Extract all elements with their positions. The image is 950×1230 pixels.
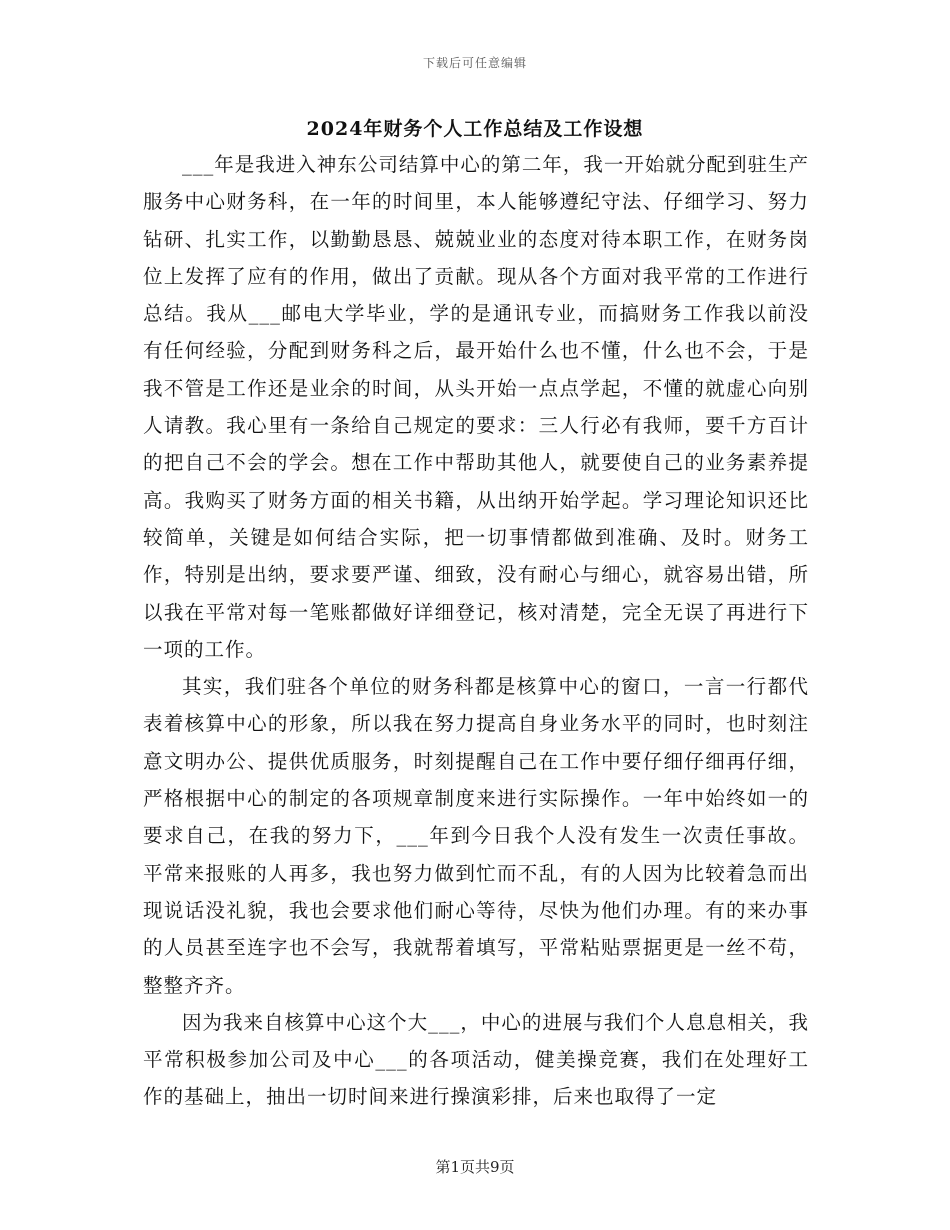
page-number: 第1页共9页 [435,1158,515,1176]
paragraph-1: ___年是我进入神东公司结算中心的第二年，我一开始就分配到驻生产服务中心财务科，在一年的时间里，本人能够遵纪守法、仔细学习、努力钻研、扎实工作，以勤勤恳恳、兢兢业业的态度对待本职工作，在财务岗位上发挥了应有的作用，做出了贡献。现从各个方面对我平常的工作进行总结。我从___邮电大学毕业，学的是通讯专业，而搞财务工作我以前没有任何经验，分配到财务科之后，最开始什么也不懂，什么也不会，于是我不管是工作还是业余的时间，从头开始一点点学起，不懂的就虚心向别人请教。我心里有一条给自己规定的要求：三人行必有我师，要千方百计的把自己不会的学会。想在工作中帮助其他人，就要使自己的业务素养提高。我购买了财务方面的相关书籍，从出纳开始学起。学习理论知识还比较简单，关键是如何结合实际，把一切事情都做到准确、及时。财务工作，特别是出纳，要求要严谨、细致，没有耐心与细心，就容易出错，所以我在平常对每一笔账都做好详细登记，核对清楚，完全无误了再进行下一项的工作。 [143,153,809,661]
page-header-note: 下载后可任意编辑 [422,56,527,70]
document-title: 2024年财务个人工作总结及工作设想 [306,118,644,140]
document-body [143,146,809,1116]
paragraph-3: 因为我来自核算中心这个大___，中心的进展与我们个人息息相关，我平常积极参加公司及中心___的各项活动，健美操竞赛，我们在处理好工作的基础上，抽出一切时间来进行操演彩排，后来也取得了一定 [143,1010,809,1109]
paragraph-2: 其实，我们驻各个单位的财务科都是核算中心的窗口，一言一行都代表着核算中心的形象，所以我在努力提高自身业务水平的同时，也时刻注意文明办公、提供优质服务，时刻提醒自己在工作中要仔细仔细再仔细，严格根据中心的制定的各项规章制度来进行实际操作。一年中始终如一的要求自己，在我的努力下，___年到今日我个人没有发生一次责任事故。平常来报账的人再多，我也努力做到忙而不乱，有的人因为比较着急而出现说话没礼貌，我也会要求他们耐心等待，尽快为他们办理。有的来办事的人员甚至连字也不会写，我就帮着填写，平常粘贴票据更是一丝不苟，整整齐齐。 [143,675,809,997]
